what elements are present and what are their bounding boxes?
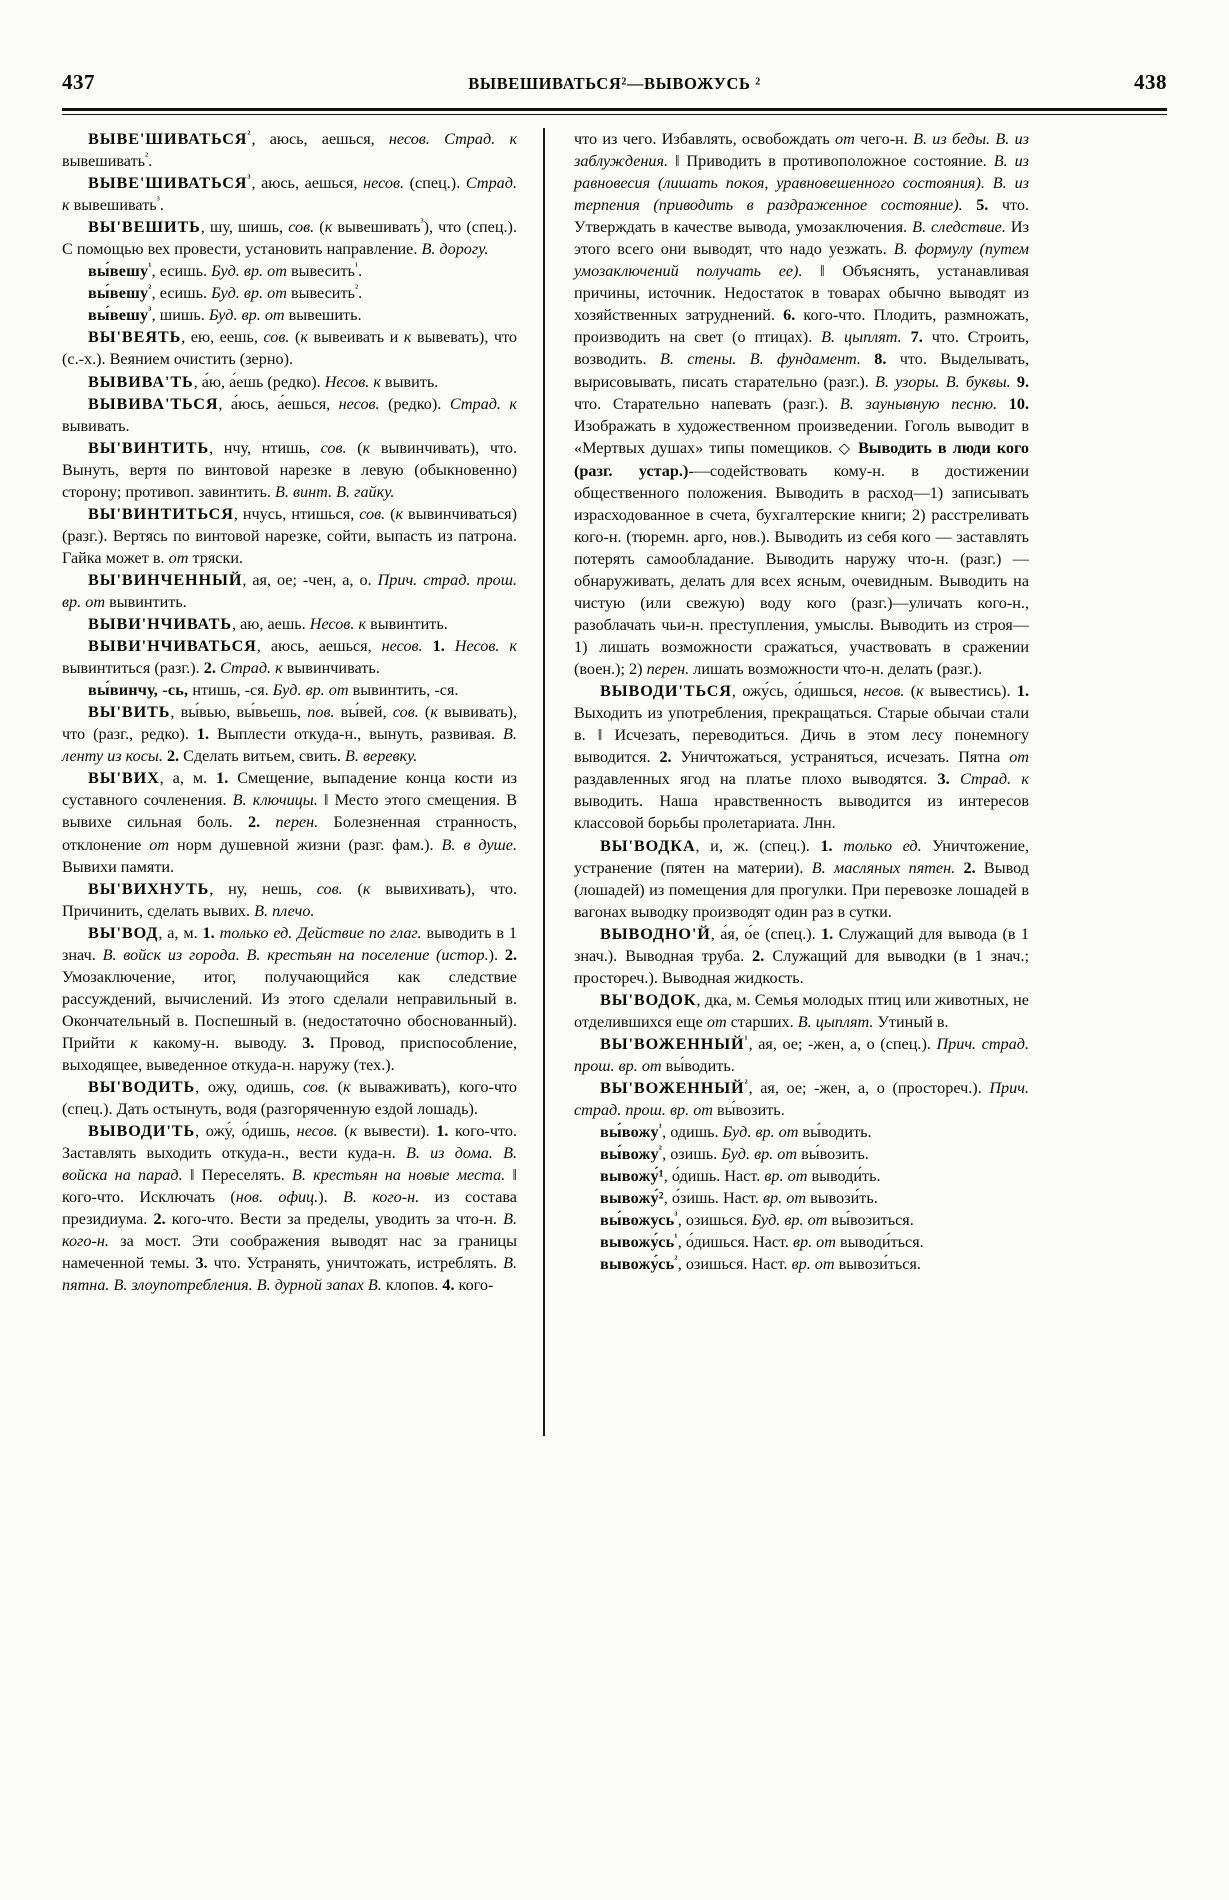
entry-headword: ВЫ'ВИТЬ — [88, 703, 171, 722]
entry-headword: вы́вешу$^{^3}$ — [88, 305, 152, 325]
dictionary-entry — [574, 1253, 1029, 1275]
dictionary-entry — [62, 437, 517, 503]
entry-definition: , озишь. Буд. вр. от вы́возить. — [662, 1145, 869, 1164]
header-rule-thin — [62, 114, 1167, 115]
entry-headword: $вывожу́сь^{^2}$ — [600, 1255, 678, 1274]
entry-definition: , а, м. 1. только ед. Действие по глаг. выводить в 1 знач. В. войск из города. В. крестьян на поселение (истор.). 2. Умозаключение, итог, получающийся как следствие рассуждений, вычислений. Из этого сделали неправильный в. Окончательный в. Поспешный в. (недостаточно обоснованный). Прийти к какому-н. выводу. 3. Провод, приспособление, выходящее, выведенное откуда-н. наружу (тех.). — [62, 923, 518, 1074]
entry-definition: что из чего. Избавлять, освобождать от чего-н. В. из беды. В. из заблуждения. ‖ Приводить в противоположное состояние. В. из равновесия (лишать покоя, уравновешенного состояния). В. из терпения (приводить в раздраженное состояние). 5. что. Утверждать в качестве вывода, умозаключения. В. следствие. Из этого всего они выводят, что надо уезжать. В. формулу (путем умозаключений получать ее). ‖ Объяснять, устанавливая причины, источник. Недостаток в товарах обычно выводят из хозяйственных затруднений. 6. кого-что. Плодить, размножать, производить на свет (о птицах). В. цыплят. 7. что. Строить, возводить. В. стены. В. фундамент. 8. что. Выделывать, вырисовывать, писать старательно (разг.). В. узоры. В. буквы. 9. что. Старательно напевать (разг.). В. заунывную песню. 10. Изображать в художественном произведении. Гоголь выводит в «Мертвых душах» типы помещиков. ◇ Выводить в люди кого (разг. устар.)-—содействовать кому-н. в достижении общественного положения. Выводить в расход—1) записывать израсходованное в счета, бухгалтерские книги; 2) расстреливать кого-н. (тюремн. арго, нов.). Выводить из себя кого — заставлять потерять самообладание. Выводить наружу что-н. (разг.) — обнаруживать, делать для всех ясным, очевидным. Выводить на чистую (или свежую) воду кого (разг.)—уличать кого-н., разоблачать чьи-н. преступления, умыслы. Выводить из строя— 1) лишать возможности сражаться, участвовать в сражении (воен.); 2) перен. лишать возможности что-н. делать (разг.). — [574, 130, 1030, 679]
entry-definition: , о́дишься. Наст. вр. от выводи́ться. — [677, 1233, 924, 1252]
dictionary-entry — [574, 1187, 1029, 1209]
entry-headword: $вывожу́сь^{^1}$ — [600, 1232, 678, 1252]
dictionary-entry — [574, 835, 1029, 923]
entry-headword: ВЫВИВА'ТЬ — [88, 372, 194, 391]
folio-left: 437 — [62, 70, 95, 94]
entry-definition: , а́юсь, а́ешься, несов. (редко). Страд. к вывивать. — [62, 394, 517, 435]
entry-headword: ВЫВОДНО'Й — [600, 924, 711, 943]
entry-headword: ВЫ'ВОДИТЬ — [88, 1078, 196, 1097]
entry-headword: вы́вожу$^{^2}$ — [600, 1144, 663, 1164]
dictionary-entry — [574, 1077, 1029, 1121]
entry-definition: нтишь, -ся. Буд. вр. от вывинтить, -ся. — [188, 681, 459, 700]
dictionary-entry — [62, 326, 517, 370]
dictionary-entry — [62, 172, 517, 216]
entry-definition: , а́я, о́е (спец.). 1. Служащий для вывода (в 1 знач.). Выводная труба. 2. Служащий для выводки (в 1 знач.; простореч.). Выводная жидкость. — [574, 924, 1029, 987]
entry-definition: , а́ю, а́ешь (редко). Несов. к вывить. — [193, 372, 439, 391]
dictionary-entry — [62, 371, 517, 393]
entry-definition: , нчусь, нтишься, сов. (к вывинчиваться) (разг.). Вертясь по винтовой нарезке, сойти, выпасть из патрона. Гайка может в. от тряски. — [62, 504, 518, 567]
entry-definition: , ая, ое; -жен, а, о (спец.). Прич. страд. прош. вр. от вы́водить. — [574, 1034, 1029, 1075]
dictionary-entry — [62, 767, 517, 877]
entry-definition: , ею, еешь, сов. (к вывеивать и к вывевать), что (с.-х.). Веянием очистить (зерно). — [62, 328, 518, 369]
dictionary-entry — [62, 503, 517, 569]
entry-headword: $ВЫВЕ'ШИВАТЬСЯ^{^3}$ — [88, 173, 252, 193]
entry-headword: ВЫ'ВОД — [88, 923, 159, 942]
dictionary-entry — [574, 989, 1029, 1033]
entry-definition: , озишься. Наст. вр. от вывози́ться. — [677, 1255, 921, 1274]
entry-headword: вы́вешу$^{^1}$ — [88, 261, 152, 281]
entry-headword: $ВЫ'ВОЖЕННЫЙ^{^2}$ — [600, 1078, 749, 1098]
entry-definition: , нчу, нтишь, сов. (к вывинчивать), что. Вынуть, вертя по винтовой нарезке в левую (обыкновенно) сторону; противоп. завинтить. В. винт. В. гайку. — [62, 438, 517, 501]
entry-definition: , ая, ое; -чен, а, о. Прич. страд. прош. вр. от вывинтить. — [62, 570, 518, 611]
dictionary-entry — [574, 1209, 1029, 1231]
entry-definition: , аюсь, аешься, несов. (спец.). Страд. к вывешивать$^{^3}$. — [62, 174, 517, 215]
dictionary-entry — [62, 282, 517, 304]
entry-definition: , есишь. Буд. вр. от вывесить$^{^2}$. — [151, 283, 363, 303]
entry-definition: , и, ж. (спец.). 1. только ед. Уничтожение, устранение (пятен на материи). В. масляных пятен. 2. Вывод (лошадей) из помещения для прогулки. При перевозке лошадей в вагонах выводку производят один раз в сутки. — [574, 836, 1030, 921]
entry-definition: , одишь. Буд. вр. от вы́водить. — [662, 1123, 872, 1142]
column-divider — [543, 128, 545, 1436]
dictionary-entry — [62, 304, 517, 326]
entry-definition: , ая, ое; -жен, а, о (простореч.). Прич. страд. прош. вр. от вы́возить. — [574, 1079, 1029, 1120]
running-head — [62, 70, 1167, 106]
dictionary-entry — [62, 569, 517, 613]
running-title: ВЫВЕШИВАТЬСЯ²—ВЫВОЖУСЬ ² — [468, 74, 761, 93]
dictionary-entry — [62, 922, 517, 1076]
dictionary-entry — [574, 680, 1029, 834]
entry-headword: вы́вожусь$^{^3}$ — [600, 1210, 678, 1230]
entry-definition: , аю, аешь. Несов. к вывинтить. — [231, 615, 448, 634]
entry-definition: , ожу́сь, о́дишься, несов. (к вывестись). 1. Выходить из употребления, прекращаться. Старые обычаи стали в. ‖ Исчезать, переводиться. Дичь в этом лесу понемногу выводится. 2. Уничтожаться, устраняться, исчезать. Пятна от раздавленных ягод на платье плохо выводятся. 3. Страд. к выводить. Наша нравственность выводится из интересов классовой борьбы пролетариата. Лнн. — [574, 682, 1029, 833]
dictionary-entry — [62, 613, 517, 635]
entry-definition: , о́зишь. Наст. вр. от вывози́ть. — [663, 1189, 878, 1208]
entry-headword: ВЫ'ВИНТИТЬСЯ — [88, 504, 234, 523]
entry-headword: $ВЫ'ВОЖЕННЫЙ^{^1}$ — [600, 1034, 749, 1053]
entry-headword: вы́вешу$^{^2}$ — [88, 283, 152, 303]
folio-right: 438 — [1134, 70, 1167, 94]
entry-headword: ВЫВОДИ'ТЬСЯ — [600, 682, 732, 701]
entry-headword: ВЫ'ВИНЧЕННЫЙ — [88, 570, 243, 589]
entry-headword: ВЫ'ВОДКА — [600, 836, 696, 855]
entry-headword: ВЫ'ВИХ — [88, 769, 160, 788]
entry-headword: ВЫВОДИ'ТЬ — [88, 1122, 196, 1141]
entry-headword: ВЫ'ВОДОК — [600, 990, 697, 1009]
entry-definition: , ну, нешь, сов. (к вывихивать), что. Причинить, сделать вывих. В. плечо. — [62, 879, 517, 920]
header-rule-thick — [62, 108, 1167, 111]
entry-definition: , вы́вью, вы́вьешь, пов. вы́вей, сов. (к вывивать), что (разг., редко). 1. Выплести откуда-н., вынуть, развивая. В. ленту из косы. 2. Сделать витьем, свить. В. веревку. — [62, 703, 517, 766]
right-column — [574, 128, 1029, 1275]
dictionary-entry — [62, 128, 517, 172]
entry-headword: вы́винчу, -сь, — [88, 681, 189, 700]
dictionary-entry — [62, 635, 517, 679]
entry-definition: , ожу, одишь, сов. (к вываживать), кого-что (спец.). Дать остынуть, водя (разгоряченную ездой лошадь). — [62, 1078, 518, 1119]
entry-headword: $ВЫВЕ'ШИВАТЬСЯ^{^2}$ — [88, 129, 252, 148]
entry-headword: вывожу́² — [600, 1189, 664, 1208]
entry-definition: , озишься. Буд. вр. от вы́возиться. — [677, 1211, 914, 1230]
dictionary-entry — [574, 1165, 1029, 1187]
dictionary-entry — [62, 878, 517, 922]
entry-headword: вы́вожу$^{^1}$ — [600, 1122, 663, 1142]
entry-definition: , шишь. Буд. вр. от вывешить. — [151, 306, 362, 325]
dictionary-entry — [574, 1231, 1029, 1253]
dictionary-entry — [62, 1076, 517, 1120]
entry-definition: , о́дишь. Наст. вр. от выводи́ть. — [663, 1167, 881, 1186]
dictionary-entry — [62, 701, 517, 767]
entry-definition: , аюсь, аешься, несов. 1. Несов. к вывинтиться (разг.). 2. Страд. к вывинчивать. — [62, 637, 517, 678]
entry-headword: ВЫ'ВИНТИТЬ — [88, 438, 210, 457]
entry-headword: ВЫ'ВЕЯТЬ — [88, 328, 182, 347]
entry-headword: ВЫВИ'НЧИВАТЬСЯ — [88, 637, 257, 656]
dictionary-entry — [62, 393, 517, 437]
dictionary-entry — [62, 216, 517, 260]
columns-container — [62, 128, 1167, 1828]
dictionary-entry — [574, 1033, 1029, 1077]
entry-definition: , дка, м. Семья молодых птиц или животных, не отделившихся еще от старших. В. цыплят. Утиный в. — [574, 990, 1029, 1031]
entry-definition: , аюсь, аешься, несов. Страд. к вывешивать$^{^2}$. — [62, 130, 518, 171]
dictionary-entry — [62, 679, 517, 701]
entry-definition: , шу, шишь, сов. (к вывешивать$^{^3}$), что (спец.). С помощью вех провести, установить направление. В. дорогу. — [62, 217, 517, 259]
entry-definition: , ожу́, о́дишь, несов. (к вывести). 1. кого-что. Заставлять выходить откуда-н., вести куда-н. В. из дома. В. войска на парад. ‖ Переселять. В. крестьян на новые места. ‖ кого-что. Исключать (нов. офиц.). В. кого-н. из состава президиума. 2. кого-что. Вести за пределы, уводить за что-н. В. кого-н. за мост. Эти соображения выводят нас за границы намеченной темы. 3. что. Устранять, уничтожать, истреблять. В. пятна. В. злоупотребления. В. дурной запах В. клопов. 4. кого- — [62, 1122, 518, 1295]
entry-definition: , есишь. Буд. вр. от вывесить$^{^1}$. — [151, 261, 363, 281]
entry-definition: , а, м. 1. Смещение, выпадение конца кости из суставного сочленения. В. ключицы. ‖ Место этого смещения. В вывихе сильная боль. 2. перен. Болезненная странность, отклонение от норм душевной жизни (разг. фам.). В. в душе. Вывихи памяти. — [62, 769, 517, 876]
entry-headword: ВЫ'ВЕШИТЬ — [88, 218, 201, 237]
entry-headword: вывожу́¹ — [600, 1167, 664, 1186]
left-column — [62, 128, 517, 1296]
entry-headword: ВЫ'ВИХНУТЬ — [88, 879, 210, 898]
dictionary-entry — [574, 923, 1029, 989]
dictionary-entry — [62, 1120, 517, 1296]
dictionary-entry — [574, 1143, 1029, 1165]
dictionary-entry — [62, 260, 517, 282]
dictionary-entry — [574, 1121, 1029, 1143]
dictionary-entry — [574, 128, 1029, 680]
entry-headword: ВЫВИ'НЧИВАТЬ — [88, 615, 232, 634]
entry-headword: ВЫВИВА'ТЬСЯ — [88, 394, 219, 413]
